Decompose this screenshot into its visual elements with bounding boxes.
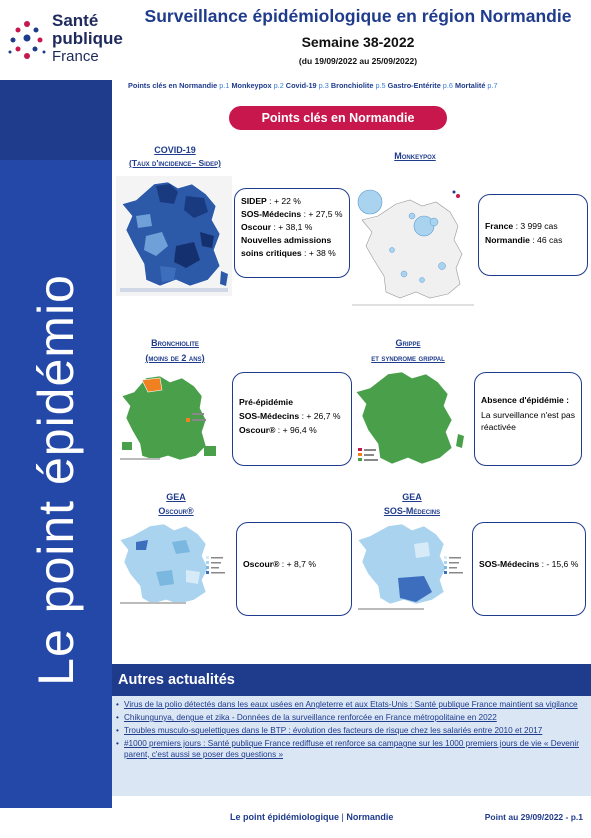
grippe-text: La surveillance n'est pas réactivée — [481, 410, 575, 432]
bronchiolite-row-oscour: Oscour® : + 96,4 % — [239, 425, 317, 435]
covid-row-oscour: Oscour : + 38,1 % — [241, 222, 313, 232]
monkeypox-row-france: France : 3 999 cas — [485, 221, 558, 231]
vertical-banner-title: Le point épidémio — [28, 274, 84, 686]
summary-link-monkeypox[interactable]: Monkeypox p.2 — [231, 81, 284, 90]
covid-row-sidep: SIDEP : + 22 % — [241, 196, 301, 206]
gea-oscour-title: GEA Oscour® — [158, 492, 194, 516]
bronchiolite-map — [116, 372, 230, 466]
bronchiolite-heading: Pré-épidémie — [239, 397, 293, 407]
gea-sos-infobox — [472, 522, 586, 616]
covid-row-admissions: Nouvelles admissions soins critiques : + 38 % — [241, 235, 336, 258]
summary-link-covid[interactable]: Covid-19 p.3 — [285, 81, 329, 90]
news-item — [116, 713, 586, 724]
grippe-infobox — [474, 372, 582, 466]
gea-oscour-row: Oscour® : + 8,7 % — [243, 559, 316, 569]
news-link[interactable]: Troubles musculo-squelettiques dans le BTP : évolution des facteurs de risque chez les salariés entre 2010 et 2017 — [124, 726, 543, 735]
logo-dots-icon — [8, 16, 46, 64]
logo-line3: France — [52, 48, 99, 65]
news-link[interactable]: Virus de la polio détectés dans les eaux usées en Angleterre et aux Etats-Unis : Santé publique France maintient sa vigilance — [124, 700, 578, 709]
gea-oscour-france-map-icon — [116, 522, 232, 608]
footer-publication: Le point épidémiologique | Normandie — [230, 812, 394, 822]
gea-sos-row: SOS-Médecins : - 15,6 % — [479, 559, 579, 569]
news-item — [116, 700, 586, 711]
summary-link-bronchiolite[interactable]: Bronchiolite p.5 — [330, 81, 386, 90]
bronchiolite-row-sos: SOS-Médecins : + 26,7 % — [239, 411, 341, 421]
key-points-pill: Points clés en Normandie — [229, 106, 447, 130]
covid-row-sos: SOS-Médecins : + 27,5 % — [241, 209, 343, 219]
grippe-heading: Absence d'épidémie : — [481, 395, 570, 405]
bullet-icon: • — [116, 700, 119, 709]
news-item — [116, 739, 586, 760]
grippe-france-map-icon — [352, 370, 470, 470]
summary-link-gastro[interactable]: Gastro-Entérite p.6 — [387, 81, 453, 90]
monkeypox-title: Monkeypox — [394, 151, 436, 161]
gea-sos-title: GEA SOS-Médecins — [383, 492, 441, 516]
page-footer — [112, 808, 591, 838]
covid-infobox — [234, 188, 350, 278]
news-item — [116, 726, 586, 737]
date-range: (du 19/09/2022 au 25/09/2022) — [298, 56, 418, 66]
bullet-icon: • — [116, 726, 119, 735]
bullet-icon: • — [116, 739, 119, 748]
summary-nav — [128, 81, 588, 90]
gea-oscour-infobox — [236, 522, 352, 616]
covid-france-map-icon — [116, 176, 232, 296]
monkeypox-map — [352, 180, 474, 310]
page-title: Surveillance épidémiologique en région Normandie — [144, 6, 572, 26]
monkeypox-row-normandie: Normandie : 46 cas — [485, 235, 563, 245]
summary-link-mortalite[interactable]: Mortalité p.7 — [454, 81, 498, 90]
bronchiolite-france-map-icon — [116, 372, 230, 466]
gea-sos-france-map-icon — [354, 522, 472, 614]
covid-map — [116, 176, 232, 296]
bronchiolite-title: Bronchiolite (moins de 2 ans) — [145, 338, 205, 363]
grippe-title: Grippe et syndrome grippal — [371, 338, 445, 363]
news-section — [112, 664, 591, 796]
covid-title: COVID-19 (Taux d'incidence– Sidep) — [128, 145, 221, 168]
news-link[interactable]: #1000 premiers jours : Santé publique France rediffuse et renforce sa campagne sur les 1000 premiers jours de vie « Devenir parent, c'est aussi se poser des questions » — [124, 739, 579, 759]
week-label: Semaine 38-2022 — [301, 34, 415, 50]
news-list — [116, 700, 586, 763]
santé-publique-france-logo — [8, 10, 123, 70]
summary-link-points-cles[interactable]: Points clés en Normandie p.1 — [128, 81, 230, 90]
gea-sos-map — [354, 522, 472, 614]
monkeypox-france-map-icon — [352, 180, 474, 310]
logo-line2: publique — [52, 29, 123, 48]
bullet-icon: • — [116, 713, 119, 722]
bronchiolite-infobox — [232, 372, 352, 466]
grippe-map — [352, 370, 470, 470]
footer-page-info: Point au 29/09/2022 - p.1 — [484, 812, 583, 822]
logo-line1: Santé — [52, 11, 99, 30]
news-title: Autres actualités — [112, 664, 591, 696]
gea-oscour-map — [116, 522, 232, 608]
monkeypox-infobox — [478, 194, 588, 276]
logo-wordmark — [52, 12, 123, 66]
news-link[interactable]: Chikungunya, dengue et zika - Données de la surveillance renforcée en France métropolitaine en 2022 — [124, 713, 497, 722]
